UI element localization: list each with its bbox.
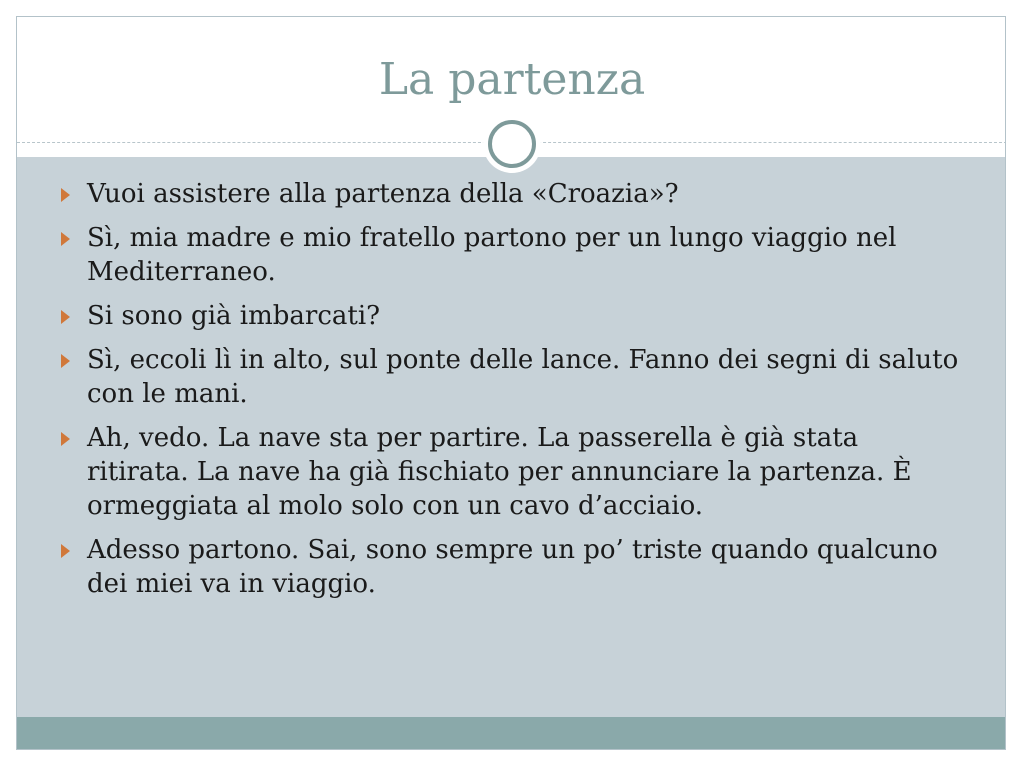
bullet-text: Adesso partono. Sai, sono sempre un po’ triste quando qualcuno dei miei va in viaggio. xyxy=(87,535,938,599)
bullet-item xyxy=(61,177,961,211)
bullet-text: Vuoi assistere alla partenza della «Croazia»? xyxy=(87,179,679,209)
bullet-item xyxy=(61,421,961,523)
bullet-text: Si sono già imbarcati? xyxy=(87,301,381,331)
bullet-item xyxy=(61,299,961,333)
triangle-bullet-icon xyxy=(61,544,70,558)
triangle-bullet-icon xyxy=(61,432,70,446)
bullet-item xyxy=(61,343,961,411)
bullet-text: Sì, mia madre e mio fratello partono per un lungo viaggio nel Mediterraneo. xyxy=(87,223,897,287)
slide-frame xyxy=(16,16,1006,750)
bullet-item xyxy=(61,533,961,601)
bullet-list xyxy=(61,177,961,611)
bullet-text: Sì, eccoli lì in alto, sul ponte delle lance. Fanno dei segni di saluto con le mani. xyxy=(87,345,959,409)
bullet-text: Ah, vedo. La nave sta per partire. La passerella è già stata ritirata. La nave ha già fischiato per annunciare la partenza. È ormeggiata al molo solo con un cavo d’acciaio. xyxy=(87,423,912,521)
bullet-item xyxy=(61,221,961,289)
slide-title: La partenza xyxy=(378,54,646,105)
triangle-bullet-icon xyxy=(61,188,70,202)
ring-ornament-center xyxy=(494,126,530,162)
triangle-bullet-icon xyxy=(61,232,70,246)
footer-band xyxy=(17,717,1006,750)
triangle-bullet-icon xyxy=(61,310,70,324)
triangle-bullet-icon xyxy=(61,354,70,368)
